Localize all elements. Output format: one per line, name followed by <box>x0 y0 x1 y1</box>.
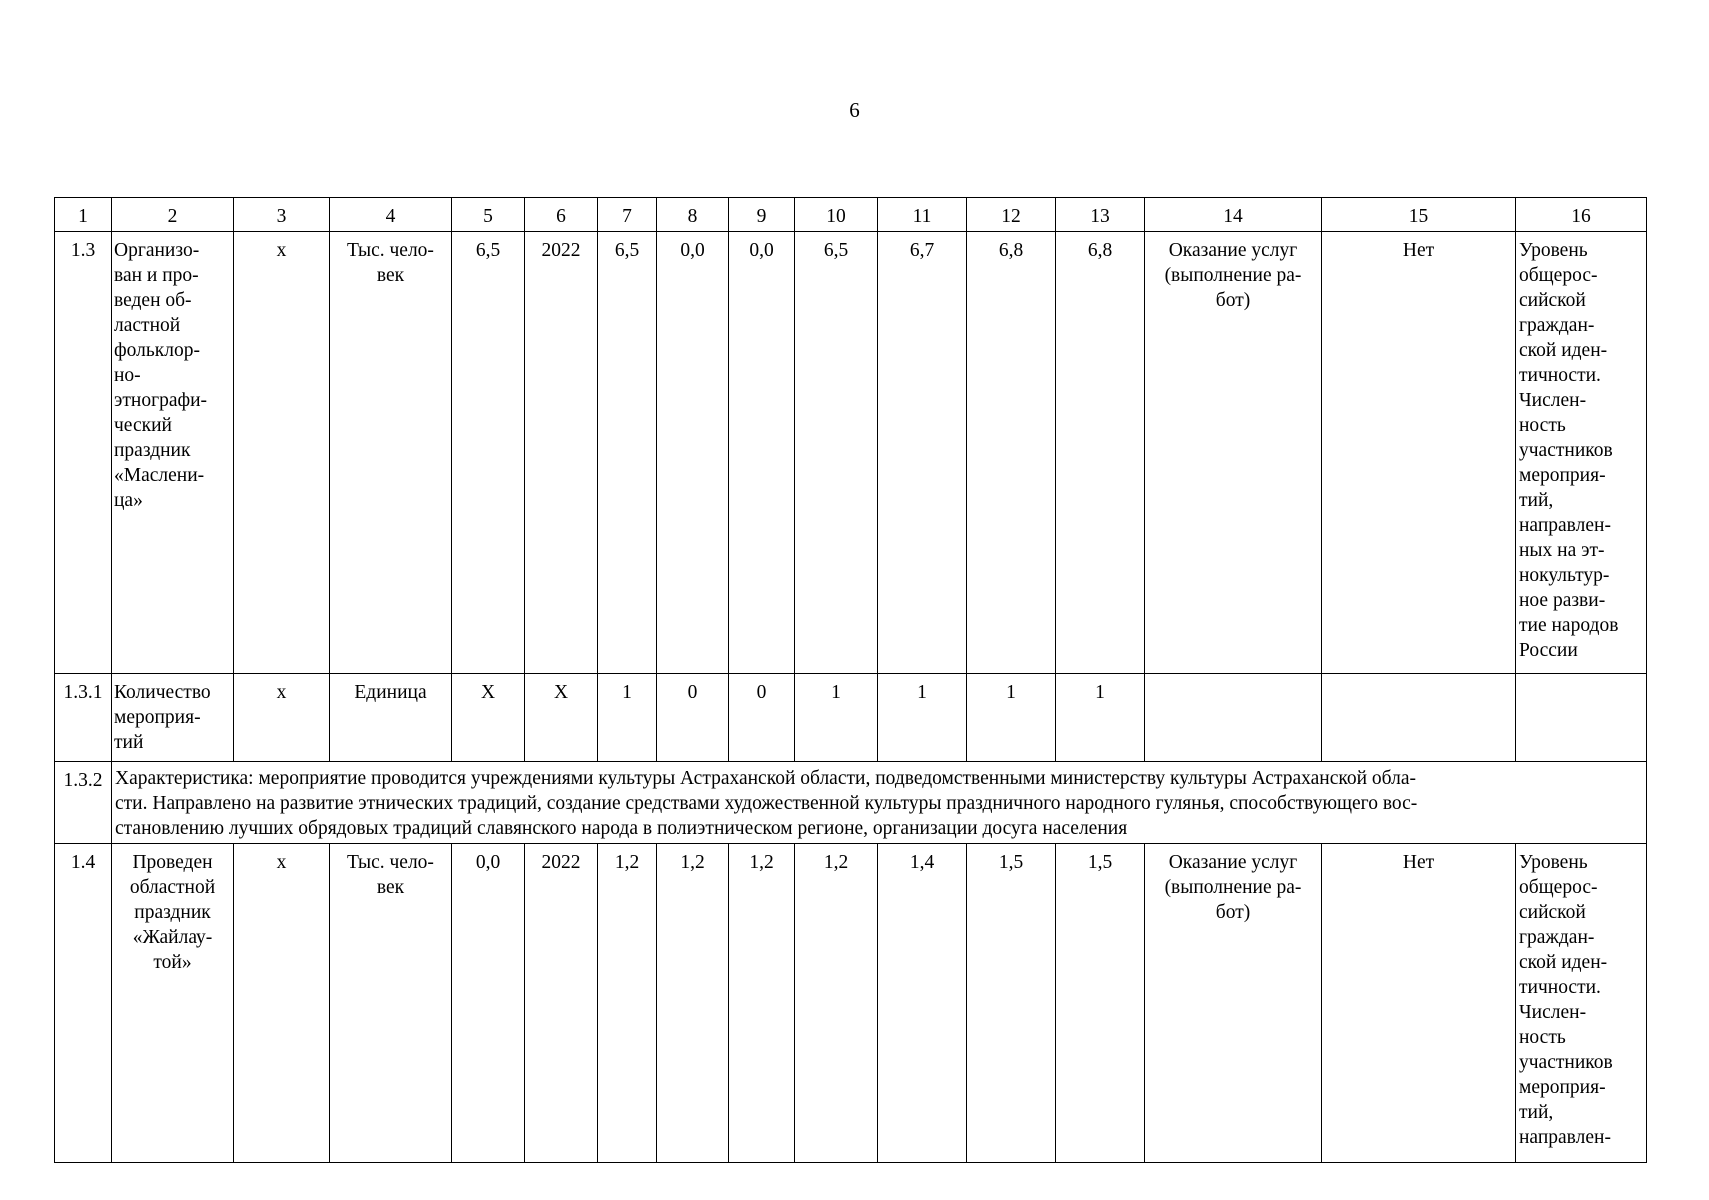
column-number: 15 <box>1322 198 1516 232</box>
event-name-line: «Жайлау- <box>132 927 213 948</box>
service-type-line: Оказание услуг <box>1168 852 1298 873</box>
column-number: 6 <box>525 198 598 232</box>
event-name-line: Проведен <box>132 852 213 873</box>
cell-col9: 0,0 <box>729 232 795 674</box>
cell-col10: 6,5 <box>795 232 878 674</box>
indicator-line: тие народов <box>1519 615 1619 636</box>
unit-line: Тыс. чело- <box>347 240 434 261</box>
characteristic-cell <box>112 762 1647 844</box>
cell-col15 <box>1322 674 1516 762</box>
indicator-line: мероприя- <box>1519 1077 1606 1098</box>
event-name-line: Организо- <box>114 240 200 261</box>
event-name-line: областной <box>129 877 216 898</box>
column-number: 7 <box>598 198 657 232</box>
event-name-line: мероприя- <box>114 707 201 728</box>
cell-col15: Нет <box>1322 232 1516 674</box>
service-type-line: (выполнение ра- <box>1164 877 1302 898</box>
cell-col13: 6,8 <box>1056 232 1145 674</box>
cell-col3: х <box>234 844 330 1163</box>
cell-col13: 1,5 <box>1056 844 1145 1163</box>
indicator-cell <box>1516 844 1647 1163</box>
cell-col12: 6,8 <box>967 232 1056 674</box>
cell-col3: х <box>234 232 330 674</box>
indicator-line: тичности. <box>1519 977 1601 998</box>
cell-col9: 0 <box>729 674 795 762</box>
indicator-line: России <box>1519 640 1578 661</box>
unit-line: Тыс. чело- <box>347 852 434 873</box>
column-number: 14 <box>1145 198 1322 232</box>
event-name-line: ластной <box>114 315 181 336</box>
column-number: 13 <box>1056 198 1145 232</box>
indicator-line: мероприя- <box>1519 465 1606 486</box>
cell-col15: Нет <box>1322 844 1516 1163</box>
cell-col11: 6,7 <box>878 232 967 674</box>
column-number: 8 <box>657 198 729 232</box>
indicator-line: граждан- <box>1519 927 1595 948</box>
table-row <box>55 762 1647 844</box>
event-name-line: той» <box>153 952 192 973</box>
service-type-cell <box>1145 844 1322 1163</box>
cell-col5: Х <box>452 674 525 762</box>
indicator-line: нокультур- <box>1519 565 1610 586</box>
cell-col10: 1 <box>795 674 878 762</box>
column-number-row <box>55 198 1647 232</box>
cell-col16 <box>1516 674 1647 762</box>
unit-cell: Единица <box>330 674 452 762</box>
cell-col6: 2022 <box>525 232 598 674</box>
page-number: 6 <box>849 98 860 122</box>
column-number: 16 <box>1516 198 1647 232</box>
cell-col9: 1,2 <box>729 844 795 1163</box>
cell-col13: 1 <box>1056 674 1145 762</box>
indicator-line: Числен- <box>1519 1002 1587 1023</box>
column-number: 4 <box>330 198 452 232</box>
indicator-line: общерос- <box>1519 877 1598 898</box>
indicator-line: общерос- <box>1519 265 1598 286</box>
cell-col11: 1 <box>878 674 967 762</box>
event-name-line: праздник <box>134 902 211 923</box>
cell-col8: 1,2 <box>657 844 729 1163</box>
unit-line: век <box>376 877 405 898</box>
event-name-line: веден об- <box>114 290 192 311</box>
column-number: 9 <box>729 198 795 232</box>
service-type-line: бот) <box>1215 290 1251 311</box>
service-type-line: бот) <box>1215 902 1251 923</box>
column-number: 5 <box>452 198 525 232</box>
characteristic-line: становлению лучших обрядовых традиций славянского народа в полиэтническом регионе, организации досуга населения <box>115 818 1128 839</box>
indicator-line: Уровень <box>1519 852 1588 873</box>
column-number: 12 <box>967 198 1056 232</box>
event-name-line: фольклор- <box>114 340 200 361</box>
event-name-line: тий <box>114 732 144 753</box>
cell-col7: 1 <box>598 674 657 762</box>
table-row <box>55 674 1647 762</box>
unit-cell <box>330 844 452 1163</box>
row-number: 1.3 <box>55 232 112 674</box>
event-name-cell <box>112 674 234 762</box>
row-number: 1.3.2 <box>55 762 112 844</box>
indicator-line: направлен- <box>1519 1127 1611 1148</box>
event-name-line: ца» <box>114 490 143 511</box>
indicator-line: участников <box>1519 440 1613 461</box>
table-row <box>55 232 1647 674</box>
service-type-line: (выполнение ра- <box>1164 265 1302 286</box>
cell-col3: х <box>234 674 330 762</box>
event-name-line: этнографи- <box>114 390 208 411</box>
event-name-cell <box>112 232 234 674</box>
service-type-line: Оказание услуг <box>1168 240 1298 261</box>
indicator-line: тий, <box>1519 490 1554 511</box>
indicator-line: Уровень <box>1519 240 1588 261</box>
row-number: 1.3.1 <box>55 674 112 762</box>
indicator-line: ных на эт- <box>1519 540 1605 561</box>
indicator-line: сийской <box>1519 290 1586 311</box>
cell-col12: 1,5 <box>967 844 1056 1163</box>
indicator-line: ской иден- <box>1519 952 1608 973</box>
indicator-line: граждан- <box>1519 315 1595 336</box>
event-name-line: праздник <box>114 440 191 461</box>
cell-col14 <box>1145 674 1322 762</box>
column-number: 10 <box>795 198 878 232</box>
column-number: 11 <box>878 198 967 232</box>
service-type-cell <box>1145 232 1322 674</box>
indicator-line: Числен- <box>1519 390 1587 411</box>
cell-col6: Х <box>525 674 598 762</box>
cell-col8: 0,0 <box>657 232 729 674</box>
cell-col11: 1,4 <box>878 844 967 1163</box>
indicator-cell <box>1516 232 1647 674</box>
cell-col5: 6,5 <box>452 232 525 674</box>
indicator-line: сийской <box>1519 902 1586 923</box>
unit-cell <box>330 232 452 674</box>
indicator-line: направлен- <box>1519 515 1611 536</box>
event-name-line: но- <box>114 365 141 386</box>
indicator-line: ное разви- <box>1519 590 1606 611</box>
unit-line: век <box>376 265 405 286</box>
column-number: 2 <box>112 198 234 232</box>
indicator-line: ность <box>1519 415 1566 436</box>
indicator-line: тий, <box>1519 1102 1554 1123</box>
cell-col8: 0 <box>657 674 729 762</box>
indicator-line: участников <box>1519 1052 1613 1073</box>
cell-col5: 0,0 <box>452 844 525 1163</box>
characteristic-line: Характеристика: мероприятие проводится учреждениями культуры Астраханской области, подведомственными министерству культуры Астраханской обла- <box>115 768 1416 789</box>
event-name-cell <box>112 844 234 1163</box>
indicator-line: ской иден- <box>1519 340 1608 361</box>
column-number: 3 <box>234 198 330 232</box>
event-name-line: «Маслени- <box>114 465 205 486</box>
column-number: 1 <box>55 198 112 232</box>
characteristic-line: сти. Направлено на развитие этнических традиций, создание средствами художественной культуры праздничного народного гулянья, способствующего вос- <box>115 793 1418 814</box>
indicator-line: тичности. <box>1519 365 1601 386</box>
indicator-line: ность <box>1519 1027 1566 1048</box>
cell-col6: 2022 <box>525 844 598 1163</box>
cell-col10: 1,2 <box>795 844 878 1163</box>
indicators-table <box>54 197 1647 1163</box>
row-number: 1.4 <box>55 844 112 1163</box>
table-row <box>55 844 1647 1163</box>
event-name-line: Количество <box>114 682 211 703</box>
cell-col12: 1 <box>967 674 1056 762</box>
event-name-line: ван и про- <box>114 265 199 286</box>
cell-col7: 6,5 <box>598 232 657 674</box>
event-name-line: ческий <box>114 415 172 436</box>
cell-col7: 1,2 <box>598 844 657 1163</box>
